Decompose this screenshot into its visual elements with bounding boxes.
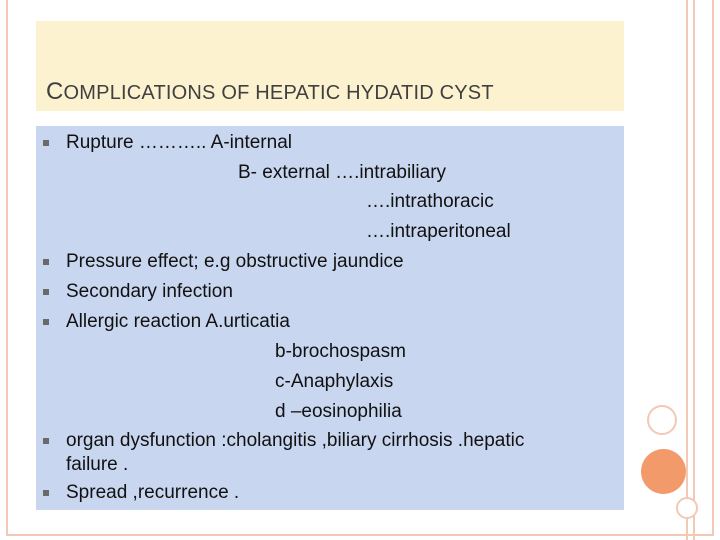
bullet-icon — [43, 319, 49, 325]
list-item-pressure: Pressure effect; e.g obstructive jaundice — [66, 251, 404, 272]
decorative-line — [693, 0, 695, 540]
decorative-circle — [641, 449, 686, 494]
bullet-icon — [43, 438, 49, 444]
decorative-circle-outline — [676, 497, 698, 519]
list-item-infection: Secondary infection — [66, 281, 233, 302]
bullet-icon — [43, 140, 49, 146]
list-item-line: d –eosinophilia — [275, 401, 402, 422]
list-item-line: c-Anaphylaxis — [275, 371, 394, 392]
slide-title — [46, 78, 494, 106]
list-item-line: b-brochospasm — [275, 341, 406, 362]
list-item-rupture: Rupture ……….. A-internal — [66, 132, 292, 153]
bullet-icon — [43, 289, 49, 295]
list-item-line: ….intrathoracic — [366, 191, 494, 212]
decorative-line — [686, 0, 688, 540]
title-text: OMPLICATIONS OF HEPATIC HYDATID CYST — [63, 82, 494, 104]
list-item-line: B- external ….intrabiliary — [238, 162, 447, 183]
list-item-organ-dysfunction: organ dysfunction :cholangitis ,biliary cirrhosis .hepatic — [66, 430, 525, 451]
bullet-icon — [43, 490, 49, 496]
list-item-spread: Spread ,recurrence . — [66, 482, 240, 503]
title-initial: C — [46, 78, 64, 105]
list-item-line: ….intraperitoneal — [366, 221, 511, 242]
list-item-allergic: Allergic reaction A.urticatia — [66, 311, 290, 332]
bullet-icon — [43, 259, 49, 265]
decorative-circle-outline — [647, 405, 677, 435]
list-item-line: failure . — [66, 454, 129, 475]
